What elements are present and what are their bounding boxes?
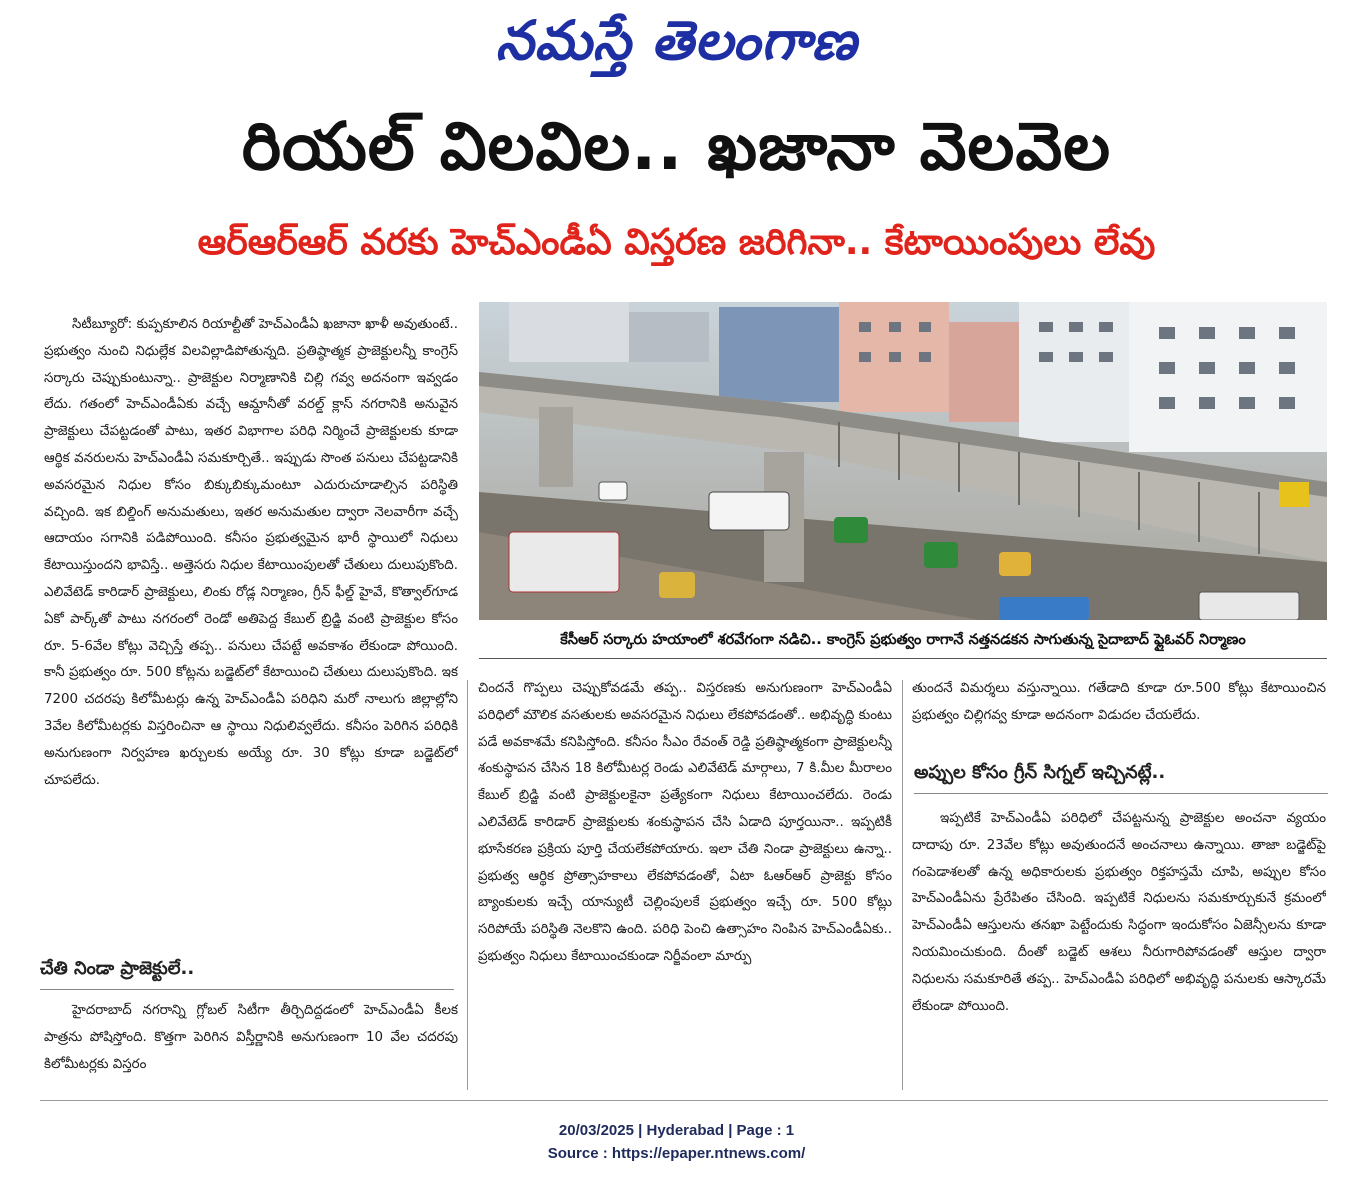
section-heading: చేతి నిండా ప్రాజెక్టులే.. [40,958,454,990]
flyover-construction-photo [479,302,1327,620]
photo-caption: కేసీఆర్ సర్కారు హయాంలో శరవేగంగా నడిచి.. కాంగ్రెస్ ప్రభుత్వం రాగానే నత్తనడకన సాగుతున్న సైదాబాద్ ఫ్లైఓవర్ నిర్మాణం [479,622,1327,659]
column-divider [902,680,903,1090]
article-column-2 [478,676,892,1086]
article-paragraph: ఇప్పటికే హెచ్ఎండీఏ పరిధిలో చేపట్టనున్న ప్రాజెక్టుల అంచనా వ్యయం దాదాపు రూ. 23వేల కోట్లు అవుతుందనే అంచనాలు ఉన్నాయి. తాజా బడ్జెట్‌పై గంపెడాశలతో ఉన్న అధికారులకు ప్రభుత్వం రిక్తహస్తమే చూపి, అప్పుల కోసం హెచ్ఎండీఏను ప్రేరేపితం చేసింది. ఇప్పటికే నిధులను సమకూర్చుకునే క్రమంలో హెచ్ఎండీఏ ఆస్తులను తనఖా పెట్టేందుకు సిద్ధంగా ఇందుకోసం ఏజెన్సీలను కూడా నియమించుకుంది. దీంతో బడ్జెట్ ఆశలు నీరుగారిపోవడంతో ఆస్తుల ద్వారా నిధులను సమకూరితే తప్ప.. హెచ్ఎండీఏ పరిధిలో అభివృద్ధి పనులకు ఆస్కారమే లేకుండా పోయింది. [912,811,1326,1014]
article-column-3-continued [912,806,1326,1086]
article-column-1 [44,312,458,932]
footer-source: Source : https://epaper.ntnews.com/ [547,1145,806,1162]
footer-date-edition: 20/03/2025 | Hyderabad | Page : 1 [558,1122,795,1139]
article-paragraph: చిందనే గొప్పలు చెప్పుకోవడమే తప్ప.. విస్తరణకు అనుగుణంగా హెచ్ఎండీఏ పరిధిలో మౌలిక వసతులకు అవసరమైన నిధులు లేకపోవడంతో.. అభివృద్ధి కుంటు పడే అవకాశమే కనిపిస్తోంది. కనీసం సీఎం రేవంత్ రెడ్డి ప్రతిష్ఠాత్మకంగా ప్రాజెక్టులన్నీ శంకుస్థాపన చేసిన 18 కిలోమీటర్ల రెండు ఎలివేటెడ్ మార్గాలు, 7 కి.మీల మీరాలం కేబుల్ బ్రిడ్జి వంటి ప్రాజెక్టులకైనా ప్రత్యేకంగా నిధులు కేటాయించలేదు. రెండు ఎలివేటెడ్ కారిడార్ ప్రాజెక్టులకు శంకుస్థాపన చేసి ఏడాది పూర్తయినా.. ఇప్పటికీ భూసేకరణ ప్రక్రియ పూర్తి చేయలేకపోయారు. ఇలా చేతి నిండా ప్రాజెక్టులు ఉన్నా.. ప్రభుత్వ ఆర్థిక ప్రోత్సాహకాలు లేకపోవడంతో, ఏటా ఓఆర్ఆర్ ప్రాజెక్టు కోసం బ్యాంకులకు ఇచ్చే యాన్యుటీ చెల్లింపులకే ప్రభుత్వం ఇచ్చే రూ. 500 కోట్లు సరిపోయే పరిస్థితి నెలకొని ఉంది. పరిధి పెంచి ఉత్సాహం నింపిన హెచ్ఎండీఏకు.. ప్రభుత్వం నిధులు కేటాయించకుండా నిర్జీవంలా మార్పు [478,681,892,964]
article-paragraph: తుందనే విమర్శలు వస్తున్నాయి. గతేడాది కూడా రూ.500 కోట్లు కేటాయించిన ప్రభుత్వం చిల్లిగవ్వ కూడా అదనంగా విడుదల చేయలేదు. [912,681,1326,723]
article-paragraph: సిటీబ్యూరో: కుప్పకూలిన రియాల్టీతో హెచ్ఎండీఏ ఖజానా ఖాళీ అవుతుంటే.. ప్రభుత్వం నుంచి నిధుల్లేక విలవిల్లాడిపోతున్నది. ప్రతిష్ఠాత్మక ప్రాజెక్టులన్నీ కాంగ్రెస్ సర్కారు చెప్పుకుంటున్నా.. ప్రాజెక్టుల నిర్మాణానికి చిల్లి గవ్వ అదనంగా ఇవ్వడం లేదు. గతంలో హెచ్ఎండీఏకు వచ్చే ఆమ్దానీతో వరల్డ్ క్లాస్ నగరానికి అనువైన ప్రాజెక్టులు చేపట్టడంతో పాటు, ఇతర విభాగాల పరిధి నిర్మించే ప్రాజెక్టులకు కూడా ఆర్థిక వనరులను హెచ్ఎండీఏ సమకూర్చితే.. ఇప్పుడు సొంత పనులు చేపట్టడానికి అవసరమైన నిధుల కోసం బిక్కుబిక్కుమంటూ ఎదురుచూడాల్సిన పరిస్థితి వచ్చింది. ఇక బిల్డింగ్ అనుమతులు, ఇతర అనుమతుల ద్వారా నెలవారీగా వచ్చే ఆదాయం సగానికి పడిపోయింది. కనీసం ప్రభుత్వమైన భారీ స్థాయిలో నిధులు కేటాయిస్తుందని భావిస్తే.. అత్తెసరు నిధుల కేటాయింపులతో చేతులు దులుపుకొంది. ఎలివేటెడ్ కారిడార్ ప్రాజెక్టులు, లింకు రోడ్ల నిర్మాణం, గ్రీన్ ఫీల్డ్ హైవే, కొత్వాల్‌గూడ ఏకో పార్క్‌తో పాటు నగరంలో రెండో అతిపెద్ద కేబుల్ బ్రిడ్జి వంటి ప్రాజెక్టుల కోసం రూ. 5-6వేల కోట్లు వెచ్చిస్తే తప్ప.. పనులు చేపట్టే అవకాశం లేకుండా పోయింది. కానీ ప్రభుత్వం రూ. 500 కోట్లను బడ్జెట్‌లో కేటాయించి చేతులు దులుపుకొంది. ఇక 7200 చదరపు కిలోమీటర్లు ఉన్న హెచ్ఎండీఏ పరిధిని మరో నాలుగు జిల్లాల్లోని 3వేల కిలోమీటర్లకు విస్తరించినా ఆ స్థాయి నిధులివ్వలేదు. కనీసం పెరిగిన పరిధికి అనుగుణంగా నిర్వహణ ఖర్చులకు అయ్యే రూ. 30 కోట్లు కూడా బడ్జెట్‌లో చూపలేదు. [44,317,458,788]
article-column-3 [912,676,1326,758]
article-paragraph: హైదరాబాద్ నగరాన్ని గ్లోబల్ సిటీగా తీర్చిదిద్దడంలో హెచ్ఎండీఏ కీలక పాత్రను పోషిస్తోంది. కొత్తగా పెరిగిన విస్తీర్ణానికి అనుగుణంగా 10 వేల చదరపు కిలోమీటర్లకు విస్తరం [44,1003,458,1072]
article-bottom-rule [40,1100,1328,1101]
newspaper-masthead: నమస్తే తెలంగాణ [495,8,858,72]
article-headline: రియల్ విలవిల.. ఖజానా వెలవెల [241,108,1112,185]
column-divider [467,680,468,1090]
section-heading: అప్పుల కోసం గ్రీన్ సిగ్నల్ ఇచ్చినట్లే.. [914,762,1328,794]
article-subheadline: ఆర్ఆర్ఆర్ వరకు హెచ్ఎండీఏ విస్తరణ జరిగినా.. కేటాయింపులు లేవు [197,222,1156,263]
article-column-1-continued [44,998,458,1082]
